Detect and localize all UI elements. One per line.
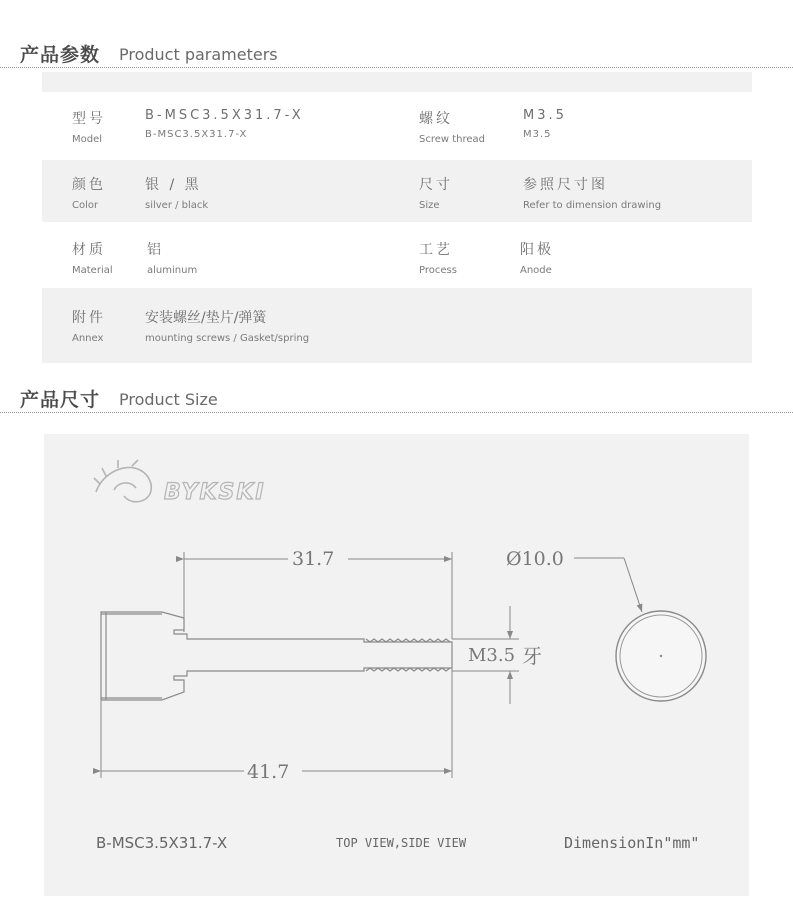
param-value-color: 银 / 黑 silver / black [145,177,209,211]
table-band-top [42,72,752,92]
caption-units: DimensionIn"mm" [564,834,700,852]
param-label-color: 颜色 Color [72,177,106,211]
section-title-zh: 产品参数 [20,44,101,66]
section-header-params [0,38,793,68]
dimension-diameter-leader [574,558,642,612]
param-label-process: 工艺 Process [419,242,457,276]
param-label-material: 材质 Material [72,242,113,276]
param-label-annex: 附件 Annex [72,310,106,344]
param-value-thread: M3.5 M3.5 [523,108,567,140]
param-label-model: 型号 Model [72,111,106,145]
dragon-logo-icon [94,460,151,502]
param-value-annex: 安装螺丝/垫片/弹簧 mounting screws / Gasket/spring [145,310,310,344]
param-value-model: B-MSC3.5X31.7-X B-MSC3.5X31.7-X [145,108,304,140]
param-label-size: 尺寸 Size [419,177,453,211]
dim-label-thread-suffix: 牙 [522,644,542,668]
dotted-divider [0,412,793,413]
dim-label-31-7: 31.7 [292,548,335,570]
param-value-size: 参照尺寸图 Refer to dimension drawing [523,177,662,211]
dimension-drawing [44,434,749,896]
drawing-svg [44,434,749,896]
dim-label-thread: M3.5 [468,645,516,666]
part-top-view [616,611,706,701]
dim-label-41-7: 41.7 [247,761,290,783]
param-value-material: 铝 aluminum [147,242,198,276]
param-label-thread: 螺纹 Screw thread [419,111,486,145]
section-header-size [0,383,793,413]
part-side-view [101,612,452,700]
section-title-en: Product Size [119,390,218,409]
param-value-process: 阳极 Anode [520,242,554,276]
section-title-en: Product parameters [119,45,278,64]
caption-view: TOP VIEW,SIDE VIEW [336,836,467,850]
dim-label-diameter: Ø10.0 [506,548,564,570]
section-title-zh: 产品尺寸 [20,389,101,411]
caption-model: B-MSC3.5X31.7-X [96,834,228,852]
dotted-divider [0,67,793,68]
brand-logo-text: BYKSKI [164,480,266,505]
